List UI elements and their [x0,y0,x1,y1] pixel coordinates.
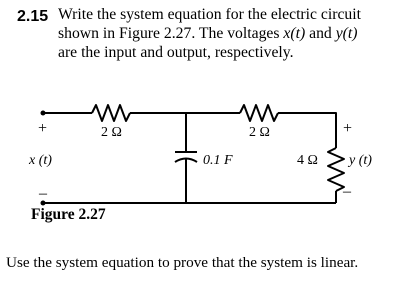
resistor-2-label: 2 Ω [249,125,270,140]
follow-up-question: Use the system equation to prove that the system is linear. [6,254,359,271]
resistor-1-zigzag [92,105,130,121]
output-signal-symbol: y(t) [335,25,358,42]
problem-number: 2.15 [17,8,49,25]
problem-line-2-and: and [305,25,336,42]
resistor-1-label: 2 Ω [101,125,122,140]
terminal-top-left [41,111,46,116]
output-voltage-label: y (t) [349,153,372,168]
input-plus-sign: + [38,120,48,137]
figure-caption: Figure 2.27 [31,206,106,223]
output-minus-sign: – [343,183,351,200]
resistor-3-zigzag [328,148,344,191]
resistor-2-zigzag [240,105,278,121]
capacitor-label: 0.1 F [203,153,233,168]
resistor-3-label: 4 Ω [297,153,318,168]
problem-line-3: are the input and output, respectively. [58,44,294,61]
input-signal-symbol: x(t) [283,25,306,42]
input-minus-sign: – [39,185,47,202]
problem-line-2-text: shown in Figure 2.27. The voltages [58,25,284,42]
top-wire-right [278,113,336,148]
output-plus-sign: + [343,120,353,137]
problem-line-1: Write the system equation for the electric circuit [58,6,361,23]
input-voltage-label: x (t) [29,153,52,168]
